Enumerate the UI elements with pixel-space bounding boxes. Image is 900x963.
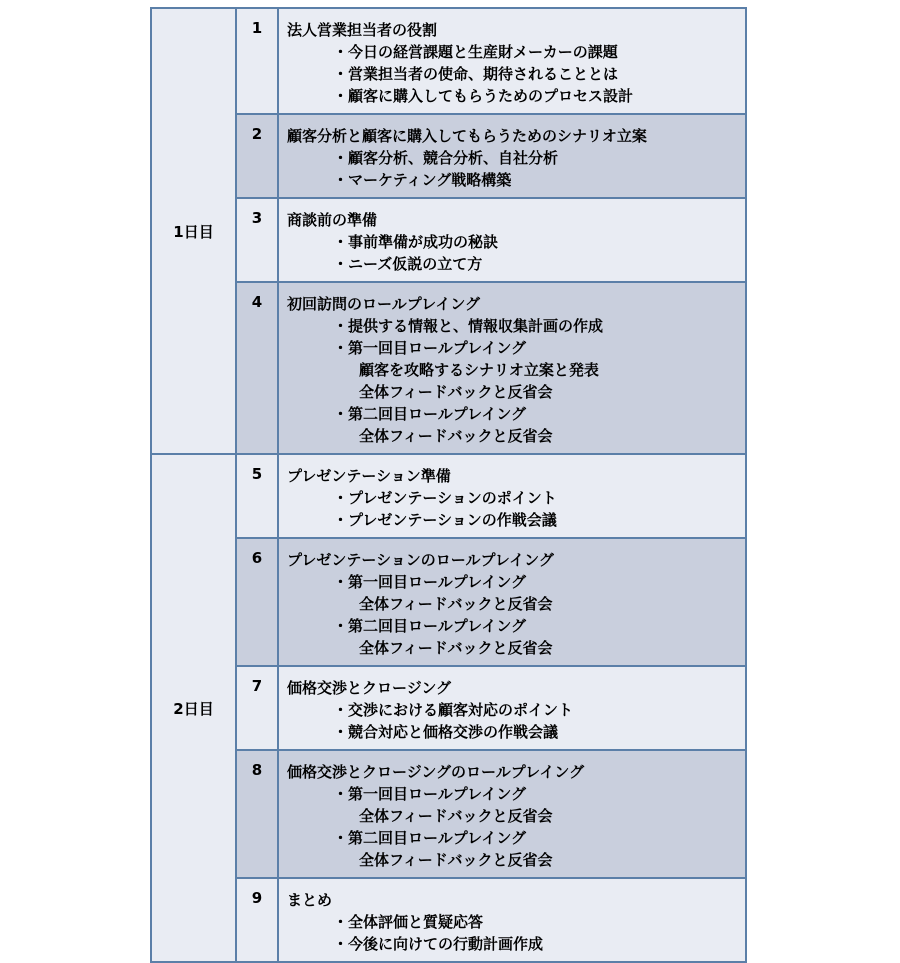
session-row bbox=[151, 8, 746, 114]
session-item: 全体フィードバックと反省会 bbox=[359, 427, 553, 445]
session-item: ・ニーズ仮説の立て方 bbox=[333, 255, 483, 273]
session-row bbox=[151, 878, 746, 962]
session-content bbox=[278, 8, 746, 114]
session-row bbox=[151, 750, 746, 878]
day-label: 1日目 bbox=[151, 8, 236, 454]
session-item: ・プレゼンテーションのポイント bbox=[333, 489, 557, 507]
session-item: ・顧客分析、競合分析、自社分析 bbox=[333, 149, 559, 167]
session-item: ・提供する情報と、情報収集計画の作成 bbox=[333, 317, 604, 335]
session-item: ・営業担当者の使命、期待されることとは bbox=[333, 65, 619, 83]
session-row bbox=[151, 198, 746, 282]
session-row bbox=[151, 282, 746, 454]
session-item: ・全体評価と質疑応答 bbox=[333, 913, 484, 931]
session-title: 価格交渉とクロージングのロールプレイング bbox=[287, 763, 585, 781]
session-number: 4 bbox=[236, 282, 278, 454]
session-content bbox=[278, 114, 746, 198]
session-title: プレゼンテーション準備 bbox=[287, 467, 451, 485]
session-item: ・第一回目ロールプレイング bbox=[333, 339, 527, 357]
session-item: ・今日の経営課題と生産財メーカーの課題 bbox=[333, 43, 618, 61]
session-title: 法人営業担当者の役割 bbox=[287, 21, 438, 39]
session-title: プレゼンテーションのロールプレイング bbox=[287, 551, 554, 569]
session-item: ・顧客に購入してもらうためのプロセス設計 bbox=[333, 87, 634, 105]
session-item: ・第二回目ロールプレイング bbox=[333, 829, 527, 847]
session-item: ・第一回目ロールプレイング bbox=[333, 785, 527, 803]
session-number: 1 bbox=[236, 8, 278, 114]
session-content bbox=[278, 282, 746, 454]
session-row bbox=[151, 454, 746, 538]
session-title: 初回訪問のロールプレイング bbox=[287, 295, 481, 313]
session-item: ・今後に向けての行動計画作成 bbox=[333, 935, 544, 953]
session-row bbox=[151, 666, 746, 750]
session-title: 顧客分析と顧客に購入してもらうためのシナリオ立案 bbox=[287, 127, 647, 145]
session-item: ・第二回目ロールプレイング bbox=[333, 405, 527, 423]
session-content bbox=[278, 878, 746, 962]
session-number: 8 bbox=[236, 750, 278, 878]
session-item: 全体フィードバックと反省会 bbox=[359, 851, 553, 869]
session-item: 全体フィードバックと反省会 bbox=[359, 595, 553, 613]
session-content bbox=[278, 454, 746, 538]
session-title: 価格交渉とクロージング bbox=[287, 679, 452, 697]
session-content bbox=[278, 750, 746, 878]
session-number: 3 bbox=[236, 198, 278, 282]
session-item: ・第一回目ロールプレイング bbox=[333, 573, 527, 591]
session-row bbox=[151, 114, 746, 198]
session-number: 7 bbox=[236, 666, 278, 750]
session-item: ・プレゼンテーションの作戦会議 bbox=[333, 511, 557, 529]
session-content bbox=[278, 538, 746, 666]
session-item: ・マーケティング戦略構築 bbox=[333, 171, 512, 189]
session-item: 全体フィードバックと反省会 bbox=[359, 383, 553, 401]
day-label: 2日目 bbox=[151, 454, 236, 962]
session-number: 2 bbox=[236, 114, 278, 198]
curriculum-table bbox=[150, 7, 747, 963]
session-item: 全体フィードバックと反省会 bbox=[359, 807, 553, 825]
session-item: ・第二回目ロールプレイング bbox=[333, 617, 527, 635]
session-row bbox=[151, 538, 746, 666]
session-number: 5 bbox=[236, 454, 278, 538]
session-item: ・交渉における顧客対応のポイント bbox=[333, 701, 574, 719]
session-content bbox=[278, 666, 746, 750]
session-number: 9 bbox=[236, 878, 278, 962]
session-item: ・競合対応と価格交渉の作戦会議 bbox=[333, 723, 559, 741]
session-title: まとめ bbox=[287, 891, 333, 909]
session-item: 顧客を攻略するシナリオ立案と発表 bbox=[359, 361, 599, 379]
session-content bbox=[278, 198, 746, 282]
session-item: ・事前準備が成功の秘訣 bbox=[333, 233, 499, 251]
session-number: 6 bbox=[236, 538, 278, 666]
session-title: 商談前の準備 bbox=[287, 211, 378, 229]
session-item: 全体フィードバックと反省会 bbox=[359, 639, 553, 657]
